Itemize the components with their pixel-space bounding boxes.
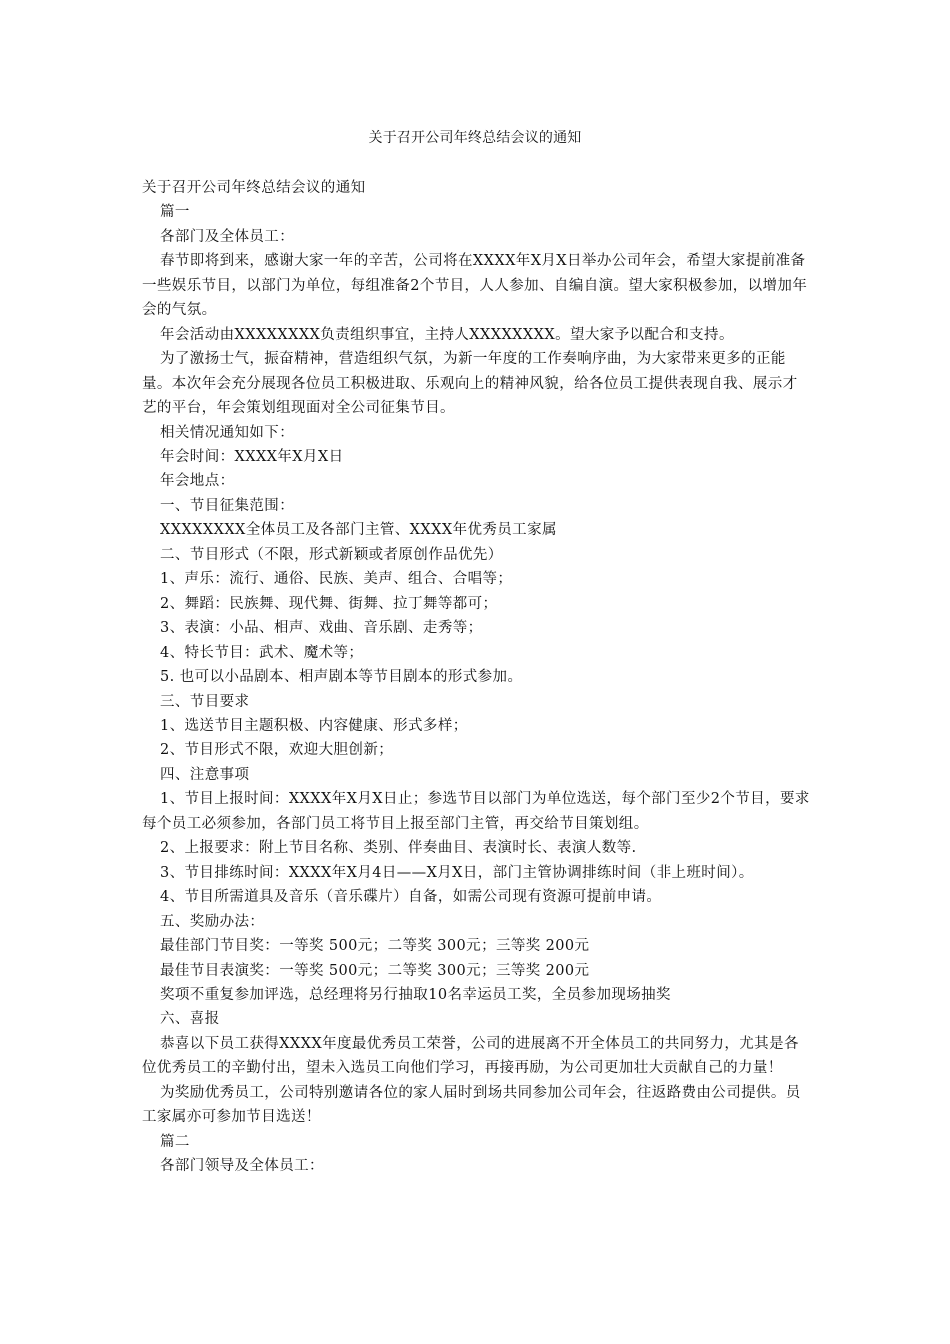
section-heading: 六、喜报: [160, 1011, 220, 1028]
section-heading: 一、节目征集范围：: [160, 497, 295, 514]
paragraph: 年会时间：XXXX年X月X日: [160, 448, 344, 465]
salutation: 各部门领导及全体员工：: [160, 1158, 324, 1175]
paragraph: 奖项不重复参加评选，总经理将另行抽取10名幸运员工奖，全员参加现场抽奖: [160, 986, 671, 1003]
section-label-part-two: 篇二: [160, 1133, 190, 1150]
section-label-part-one: 篇一: [160, 204, 190, 221]
list-item: 1、节目上报时间：XXXX年X月X日止；参选节目以部门为单位选送，每个部门至少2个节目，要求每个员工必须参加，各部门员工将节目上报至部门主管，再交给节目策划组。: [142, 791, 810, 832]
list-item: 1、选送节目主题积极、内容健康、形式多样；: [160, 717, 468, 734]
list-item: 4、特长节目：武术、魔术等；: [160, 644, 364, 661]
paragraph: 为了激扬士气，振奋精神，营造组织气氛，为新一年度的工作奏响序曲，为大家带来更多的正能量。本次年会充分展现各位员工积极进取、乐观向上的精神风貌，给各位员工提供表现自我、展示才艺的平台，年会策划组现面对全公司征集节目。: [142, 351, 798, 417]
section-heading: 五、奖励办法：: [160, 913, 265, 930]
paragraph: XXXXXXXX全体员工及各部门主管、XXXX年优秀员工家属: [160, 522, 557, 539]
paragraph: 相关情况通知如下：: [160, 424, 295, 441]
paragraph: 为奖励优秀员工，公司特别邀请各位的家人届时到场共同参加公司年会，往返路费由公司提供。员工家属亦可参加节目选送！: [142, 1084, 801, 1126]
list-item: 3、表演：小品、相声、戏曲、音乐剧、走秀等；: [160, 620, 483, 637]
award-line: 最佳节目表演奖：一等奖 500元；二等奖 300元；三等奖 200元: [160, 962, 590, 979]
list-item: 5. 也可以小品剧本、相声剧本等节目剧本的形式参加。: [160, 669, 523, 686]
section-heading: 二、节目形式（不限，形式新颖或者原创作品优先）: [160, 546, 503, 563]
section-heading: 四、注意事项: [160, 766, 250, 783]
award-line: 最佳部门节目奖：一等奖 500元；二等奖 300元；三等奖 200元: [160, 938, 590, 955]
paragraph: 春节即将到来，感谢大家一年的辛苦，公司将在XXXX年X月X日举办公司年会，希望大家提前准备一些娱乐节目，以部门为单位，每组准备2个节目，人人参加、自编自演。望大家积极参加，以增加年会的气氛。: [142, 253, 808, 319]
list-item: 2、上报要求：附上节目名称、类别、伴奏曲目、表演时长、表演人数等.: [160, 840, 637, 857]
list-item: 2、舞蹈：民族舞、现代舞、街舞、拉丁舞等都可；: [160, 595, 498, 612]
paragraph: 年会活动由XXXXXXXX负责组织事宜，主持人XXXXXXXX。望大家予以配合和支持。: [160, 326, 734, 343]
list-item: 1、声乐：流行、通俗、民族、美声、组合、合唱等；: [160, 571, 513, 588]
body-heading: 关于召开公司年终总结会议的通知: [142, 180, 366, 196]
list-item: 2、节目形式不限，欢迎大胆创新；: [160, 742, 394, 759]
section-heading: 三、节目要求: [160, 693, 250, 710]
paragraph: 恭喜以下员工获得XXXX年度最优秀员工荣誉，公司的进展离不开全体员工的共同努力，尤其是各位优秀员工的辛勤付出，望未入选员工向他们学习，再接再励，为公司更加壮大贡献自己的力量！: [142, 1035, 799, 1077]
document-body: [142, 176, 810, 1179]
list-item: 3、节目排练时间：XXXX年X月4日——X月X日，部门主管协调排练时间（非上班时间）。: [160, 864, 754, 881]
document-title: 关于召开公司年终总结会议的通知: [368, 130, 582, 146]
salutation: 各部门及全体员工：: [160, 228, 295, 245]
paragraph: 年会地点：: [160, 473, 235, 490]
list-item: 4、节目所需道具及音乐（音乐碟片）自备，如需公司现有资源可提前申请。: [160, 889, 662, 906]
